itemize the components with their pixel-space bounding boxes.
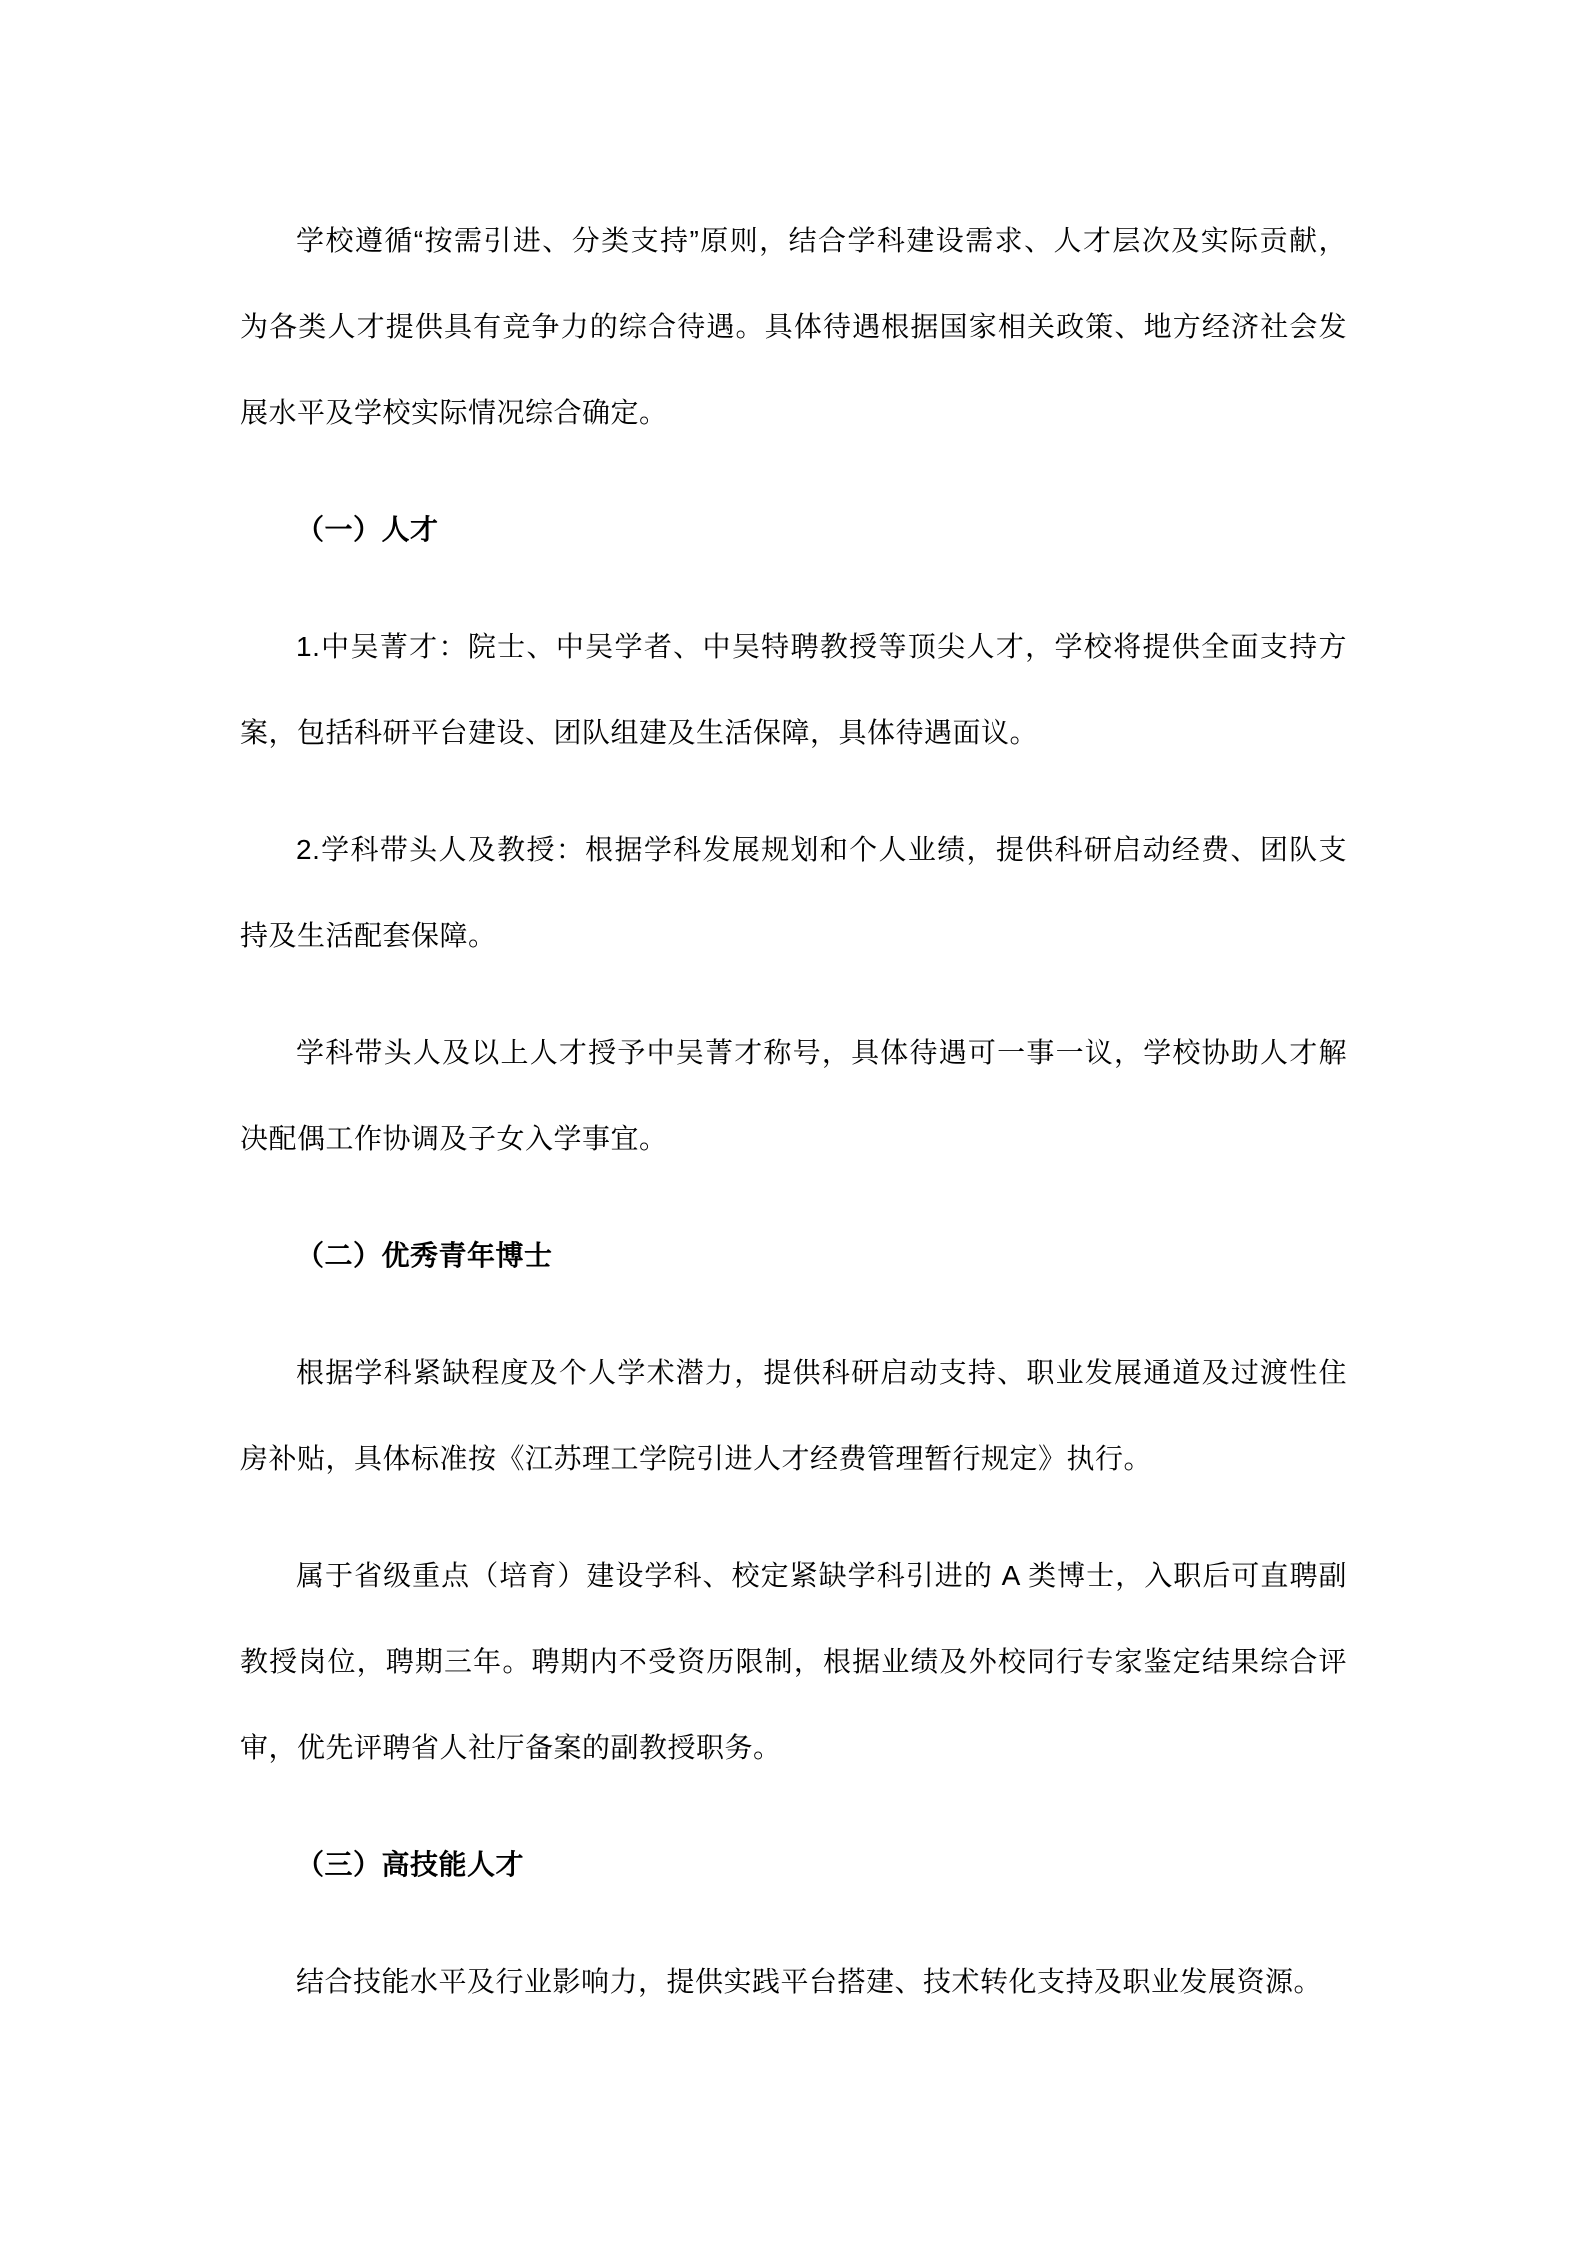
text-line: 根据学科紧缺程度及个人学术潜力，提供科研启动支持、职业发展通道及过渡性住: [296, 1357, 1347, 1388]
text-line: 审，优先评聘省人社厅备案的副教授职务。: [240, 1732, 782, 1763]
paragraph: [240, 1939, 1347, 2025]
text-line: 为各类人才提供具有竞争力的综合待遇。具体待遇根据国家相关政策、地方经济社会发: [240, 311, 1347, 342]
paragraph: [240, 604, 1347, 776]
text-line: 学校遵循“按需引进、分类支持”原则，结合学科建设需求、人才层次及实际贡献，: [296, 225, 1347, 256]
text-line: 展水平及学校实际情况综合确定。: [240, 397, 668, 428]
paragraph: [240, 1330, 1347, 1502]
text-line: 决配偶工作协调及子女入学事宜。: [240, 1123, 668, 1154]
paragraph: [240, 1010, 1347, 1182]
section-heading: （一）人才: [296, 514, 439, 545]
text-line: 1.中吴菁才：院士、中吴学者、中吴特聘教授等顶尖人才，学校将提供全面支持方: [296, 631, 1347, 662]
paragraph: [240, 807, 1347, 979]
section-heading: （二）优秀青年博士: [296, 1240, 553, 1271]
text-line: 属于省级重点（培育）建设学科、校定紧缺学科引进的 A 类博士，入职后可直聘副: [296, 1560, 1347, 1591]
text-line: 学科带头人及以上人才授予中吴菁才称号，具体待遇可一事一议，学校协助人才解: [296, 1037, 1347, 1068]
text-line: 结合技能水平及行业影响力，提供实践平台搭建、技术转化支持及职业发展资源。: [296, 1966, 1323, 1997]
text-line: 教授岗位，聘期三年。聘期内不受资历限制，根据业绩及外校同行专家鉴定结果综合评: [240, 1646, 1347, 1677]
paragraph: [240, 1533, 1347, 1791]
text-line: 2.学科带头人及教授：根据学科发展规划和个人业绩，提供科研启动经费、团队支: [296, 834, 1347, 865]
text-line: 案，包括科研平台建设、团队组建及生活保障，具体待遇面议。: [240, 717, 1039, 748]
paragraph: [240, 198, 1347, 456]
text-line: 持及生活配套保障。: [240, 920, 497, 951]
text-line: 房补贴，具体标准按《江苏理工学院引进人才经费管理暂行规定》执行。: [240, 1443, 1153, 1474]
section-heading: （三）高技能人才: [296, 1849, 525, 1880]
